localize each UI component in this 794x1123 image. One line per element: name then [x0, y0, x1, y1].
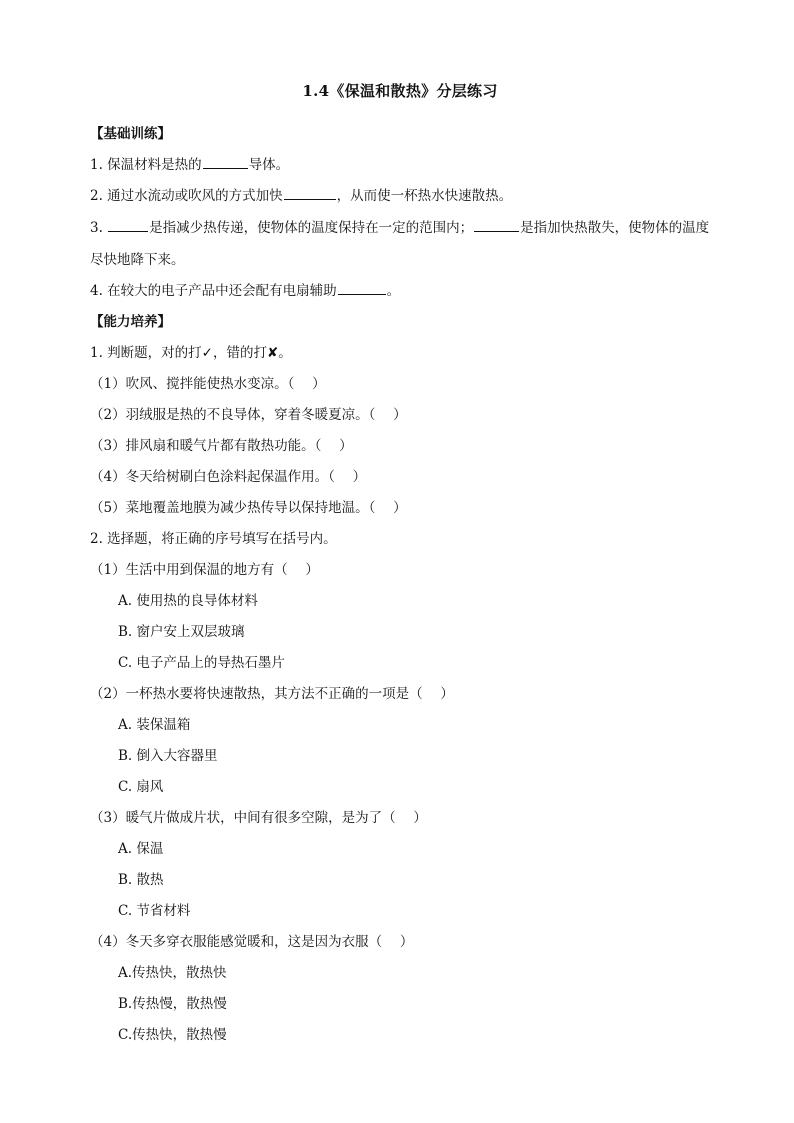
basic-q2-text-b: ，从而使一杯热水快速散热。	[336, 188, 513, 204]
answer-blank	[203, 154, 248, 169]
choice-question-1: （1）生活中用到保温的地方有（ ）	[90, 562, 319, 578]
choice-q3-option-a: A. 保温	[118, 841, 164, 857]
choice-q4-option-a: A.传热快，散热快	[118, 965, 227, 981]
basic-q3-text-a: 3.	[90, 220, 108, 236]
choice-question-2: （2）一杯热水要将快速散热，其方法不正确的一项是（ ）	[90, 686, 454, 702]
basic-q3-text-b: 是指减少热传递，使物体的温度保持在一定的范围内；	[149, 220, 474, 236]
choice-question-4: （4）冬天多穿衣服能感觉暖和，这是因为衣服（ ）	[90, 934, 414, 950]
answer-blank	[474, 217, 519, 232]
judge-item-4: （4）冬天给树刷白色涂料起保温作用。（ ）	[90, 469, 367, 485]
basic-q1-text-a: 1. 保温材料是热的	[90, 157, 202, 173]
choice-q3-option-c: C. 节省材料	[118, 903, 191, 919]
judge-item-1: （1）吹风、搅拌能使热水变凉。（ ）	[90, 376, 326, 392]
choice-q2-option-c: C. 扇风	[118, 779, 164, 795]
choice-q1-option-c: C. 电子产品上的导热石墨片	[118, 655, 285, 671]
judge-item-5: （5）菜地覆盖地膜为减少热传导以保持地温。（ ）	[90, 500, 407, 516]
section-heading-ability: 【能力培养】	[90, 314, 171, 330]
basic-q1-text-b: 导体。	[248, 157, 290, 173]
choice-intro: 2. 选择题，将正确的序号填写在括号内。	[90, 531, 337, 547]
judge-intro	[90, 338, 710, 369]
judge-intro-a: 1. 判断题，对的打	[90, 345, 202, 361]
answer-blank	[338, 280, 386, 295]
worksheet-page	[90, 80, 710, 1051]
cross-mark-icon: ✘	[266, 345, 279, 361]
basic-q4-text-b: 。	[386, 283, 401, 299]
answer-blank	[284, 185, 336, 200]
choice-q1-option-b: B. 窗户安上双层玻璃	[118, 624, 245, 640]
judge-item-2: （2）羽绒服是热的不良导体，穿着冬暖夏凉。（ ）	[90, 407, 407, 423]
choice-q4-option-c: C.传热快，散热慢	[118, 1027, 227, 1043]
basic-q3-text-c: 是指加快热散失，使物体的温度尽快地降下来。	[90, 220, 710, 268]
answer-blank	[108, 217, 148, 232]
judge-item-3: （3）排风扇和暖气片都有散热功能。（ ）	[90, 438, 353, 454]
choice-q3-option-b: B. 散热	[118, 872, 164, 888]
basic-question-4	[90, 276, 710, 307]
basic-question-2	[90, 181, 710, 212]
page-title: 1.4《保温和散热》分层练习	[302, 82, 498, 100]
judge-intro-c: 。	[278, 345, 292, 361]
choice-q2-option-b: B. 倒入大容器里	[118, 748, 218, 764]
basic-q4-text-a: 4. 在较大的电子产品中还会配有电扇辅助	[90, 283, 337, 299]
judge-intro-b: ，错的打	[212, 345, 267, 361]
basic-question-1	[90, 150, 710, 181]
choice-q1-option-a: A. 使用热的良导体材料	[118, 593, 258, 609]
choice-q4-option-b: B.传热慢，散热慢	[118, 996, 227, 1012]
choice-q2-option-a: A. 装保温箱	[118, 717, 191, 733]
choice-question-3: （3）暖气片做成片状，中间有很多空隙，是为了（ ）	[90, 810, 427, 826]
basic-question-3	[90, 212, 710, 276]
basic-q2-text-a: 2. 通过水流动或吹风的方式加快	[90, 188, 283, 204]
section-heading-basic: 【基础训练】	[90, 126, 171, 142]
check-mark-icon: ✓	[201, 345, 213, 361]
